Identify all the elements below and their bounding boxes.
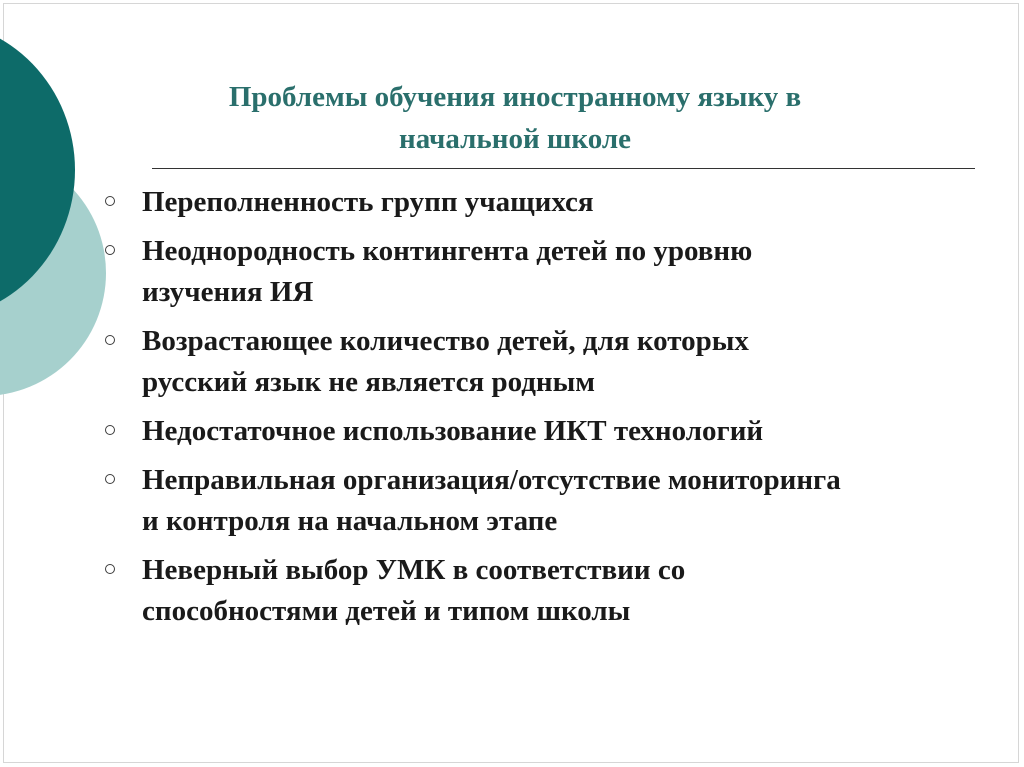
slide-title-line-1: Проблемы обучения иностранному языку в bbox=[228, 81, 802, 113]
bullet-text-line-2: русский язык не является родным bbox=[142, 366, 596, 398]
bullet-circle-icon bbox=[105, 474, 115, 484]
bullet-text-line-1: Неверный выбор УМК в соответствии со bbox=[142, 554, 686, 586]
title-underline bbox=[152, 168, 975, 169]
bullet-item bbox=[102, 550, 982, 632]
bullet-text-line-2: изучения ИЯ bbox=[142, 276, 314, 308]
bullet-circle-icon bbox=[105, 196, 115, 206]
bullet-item bbox=[102, 460, 982, 542]
bullet-circle-icon bbox=[105, 335, 115, 345]
slide-title bbox=[150, 76, 880, 160]
bullet-item bbox=[102, 182, 982, 223]
bullet-item bbox=[102, 321, 982, 403]
bullet-text-line-1: Переполненность групп учащихся bbox=[142, 186, 594, 218]
bullet-text-line-1: Недостаточное использование ИКТ технологий bbox=[142, 415, 764, 447]
bullet-item bbox=[102, 231, 982, 313]
bullet-text-line-1: Неправильная организация/отсутствие мониторинга bbox=[142, 464, 841, 496]
bullet-text-line-1: Возрастающее количество детей, для которых bbox=[142, 325, 749, 357]
bullet-text-line-1: Неоднородность контингента детей по уровню bbox=[142, 235, 753, 267]
bullet-circle-icon bbox=[105, 245, 115, 255]
bullet-list bbox=[102, 182, 982, 640]
slide-title-line-2: начальной школе bbox=[399, 123, 631, 155]
bullet-item bbox=[102, 411, 982, 452]
bullet-circle-icon bbox=[105, 564, 115, 574]
bullet-circle-icon bbox=[105, 425, 115, 435]
bullet-text-line-2: и контроля на начальном этапе bbox=[142, 505, 558, 537]
bullet-text-line-2: способностями детей и типом школы bbox=[142, 595, 631, 627]
